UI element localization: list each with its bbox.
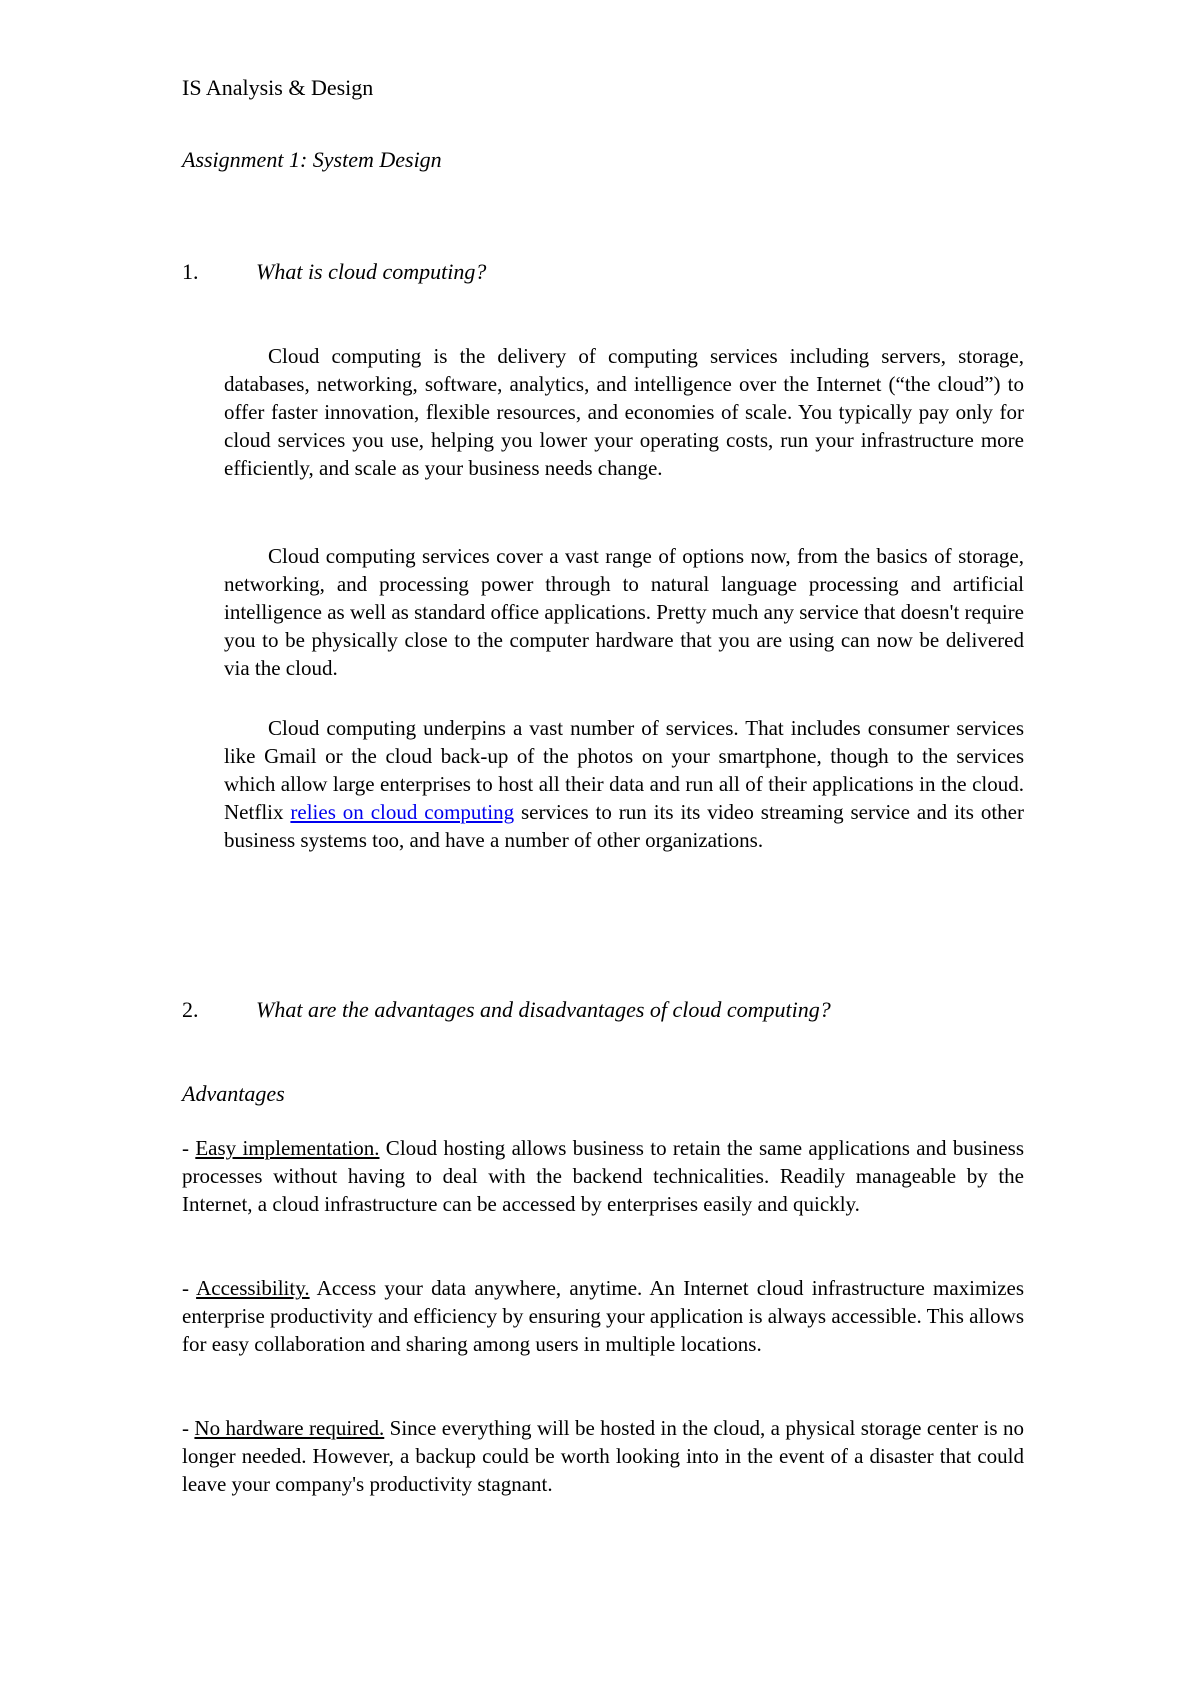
paragraph-text: Cloud computing is the delivery of computing services including servers, storage, databases, networking, software, analytics, and intelligence over the Internet (“the cloud”) to offer faster innovation, flexible resources, and economies of scale. You typically pay only for cloud services you use, helping you lower your operating costs, run your infrastructure more efficiently, and scale as your business needs change. [224,344,1024,480]
relies-on-cloud-computing-link[interactable]: relies on cloud computing [290,800,515,824]
advantage-bullet: - [182,1136,196,1160]
advantage-term: Easy implementation. [195,1136,380,1160]
advantage-bullet: - [182,1276,197,1300]
course-title: IS Analysis & Design [182,75,374,100]
question-2-number: 2. [182,997,199,1022]
question-1 [182,258,486,286]
advantage-item [182,1274,1024,1358]
question-1-text: What is cloud computing? [256,259,487,284]
question-1-number: 1. [182,259,199,284]
answer-1-paragraph-2 [224,542,1024,682]
paragraph-text: Cloud computing services cover a vast range of options now, from the basics of storage, networking, and processing power through to natural language processing and artificial intelligence as well as standard office applications. Pretty much any service that doesn't require you to be physically close to the computer hardware that you are using can now be delivered via the cloud. [224,544,1024,680]
advantage-bullet: - [182,1416,195,1440]
question-2-text: What are the advantages and disadvantages of cloud computing? [256,997,831,1022]
advantages-heading: Advantages [182,1081,285,1106]
advantage-term: No hardware required. [194,1416,385,1440]
advantage-text: Access your data anywhere, anytime. An Internet cloud infrastructure maximizes enterprise productivity and efficiency by ensuring your application is always accessible. This allows for easy collaboration and sharing among users in multiple locations. [182,1276,1025,1356]
question-2 [182,996,831,1024]
paragraph-text-after-link: services to run its its video streaming service and its other business systems too, and have a number of other organizations. [224,800,1024,852]
advantage-text: Cloud hosting allows business to retain the same applications and business processes without having to deal with the backend technicalities. Readily manageable by the Internet, a cloud infrastructure can be accessed by enterprises easily and quickly. [182,1136,1025,1216]
paragraph-text-before-link: Cloud computing underpins a vast number of services. That includes consumer services like Gmail or the cloud back-up of the photos on your smartphone, though to the services which allow large enterprises to host all their data and run all of their applications in the cloud. Netflix [224,716,1024,824]
answer-1-paragraph-1 [224,342,1024,482]
paragraph-text [224,714,1024,854]
advantage-term: Accessibility. [196,1276,310,1300]
advantage-item [182,1414,1024,1498]
advantage-text: Since everything will be hosted in the cloud, a physical storage center is no longer needed. However, a backup could be worth looking into in the event of a disaster that could leave your company's productivity stagnant. [182,1416,1024,1496]
advantage-item [182,1134,1024,1218]
answer-1-paragraph-3 [224,714,1024,854]
assignment-title: Assignment 1: System Design [182,147,442,172]
